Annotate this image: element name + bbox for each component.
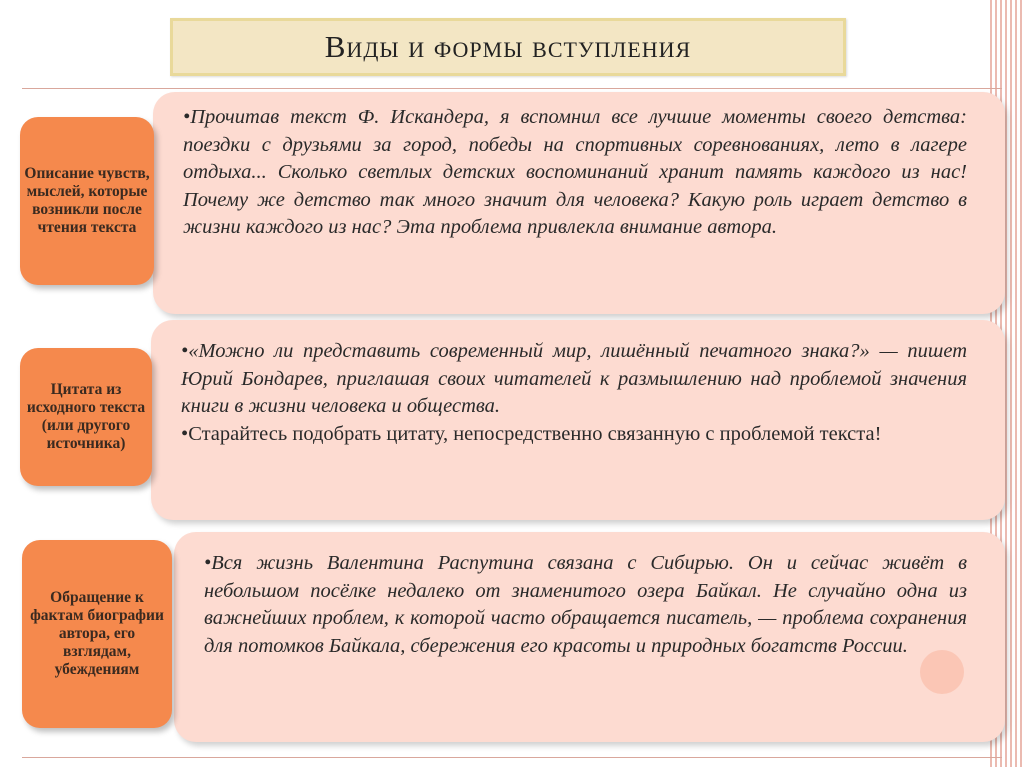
page-title: Виды и формы вступления <box>324 29 692 64</box>
label-quote <box>20 348 152 486</box>
label-text: Обращение к фактам биографии автора, его взглядам, убеждениям <box>30 589 164 678</box>
decorative-circle <box>920 650 964 694</box>
card-1-paragraph: • Прочитав текст Ф. Искандера, я вспомнил все лучшие моменты своего детства: поездки с друзьями за город, победы на спортивных соревнованиях, лето в лагере отдыха... Сколько светлых детских воспоминаний хранит память каждого из нас! Почему же детство так много значит для человека? Какую роль играет детство в жизни каждого из нас? Эта проблема привлекла внимание автора. <box>183 104 967 242</box>
label-biography <box>22 540 172 728</box>
label-text: Описание чувств, мыслей, которые возникли после чтения текста <box>24 165 150 236</box>
card-3-paragraph: • Вся жизнь Валентина Распутина связана с Сибирью. Он и сейчас живёт в небольшом посёлке недалеко от знаменитого озера Байкал. Не случайно одна из важнейших проблем, к которой часто обращается писатель, — проблема сохранения для потомков Байкала, сбережения его красоты и природных богатств России. <box>204 550 967 660</box>
divider-line <box>22 757 1002 758</box>
content-card-1 <box>153 92 1005 314</box>
content-card-2 <box>151 320 1005 520</box>
card-2-quote: • «Можно ли представить современный мир, лишённый печатного знака?» — пишет Юрий Бондарев, приглашая своих читателей к размышлению над проблемой значения книги в жизни человека и общества. <box>181 338 967 421</box>
card-2-tip: • Старайтесь подобрать цитату, непосредственно связанную с проблемой текста! <box>181 421 967 449</box>
divider-line <box>22 88 1002 89</box>
label-feelings-description <box>20 117 154 285</box>
content-card-3 <box>174 532 1005 742</box>
title-banner <box>170 18 846 76</box>
label-text: Цитата из исходного текста (или другого источника) <box>26 381 146 452</box>
